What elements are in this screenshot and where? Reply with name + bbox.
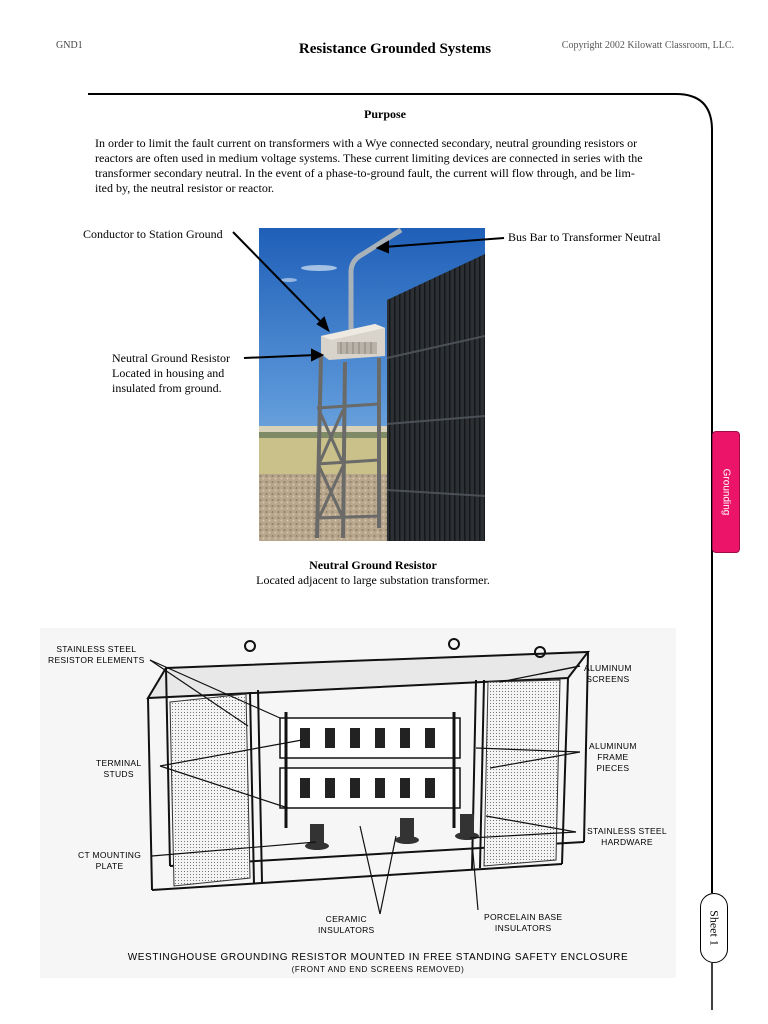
diagram-label-line: SCREENS bbox=[586, 674, 630, 684]
label-bus-bar: Bus Bar to Transformer Neutral bbox=[508, 230, 661, 244]
intro-line: ited by, the neutral resistor or reactor. bbox=[95, 181, 275, 195]
label-conductor-to-ground: Conductor to Station Ground bbox=[83, 227, 223, 241]
diagram-label-line: ALUMINUM bbox=[584, 663, 632, 673]
diagram-label-resistor-elements bbox=[48, 644, 145, 666]
tab-label: Grounding bbox=[720, 468, 732, 516]
diagram-label-line: CT MOUNTING bbox=[78, 850, 142, 860]
sheet-label: Sheet 1 bbox=[707, 910, 722, 946]
diagram-label-ceramic-insulators bbox=[318, 914, 375, 936]
diagram-label-porcelain-insulators bbox=[484, 912, 562, 934]
label-line: Located in housing and bbox=[112, 366, 225, 380]
photo-caption-subtitle: Located adjacent to large substation transformer. bbox=[256, 573, 490, 587]
diagram-subcaption: (FRONT AND END SCREENS REMOVED) bbox=[291, 965, 465, 974]
diagram-label-aluminum-frame bbox=[589, 741, 637, 774]
intro-line: In order to limit the fault current on transformers with a Wye connected secondary, neutral grounding resistors or bbox=[95, 136, 638, 150]
grounding-section-tab bbox=[712, 431, 740, 553]
diagram-label-line: RESISTOR ELEMENTS bbox=[48, 655, 145, 665]
intro-line: reactors are often used in medium voltage systems. These current limiting devices are connected in series with the bbox=[95, 151, 643, 165]
copyright-notice: Copyright 2002 Kilowatt Classroom, LLC. bbox=[561, 40, 734, 51]
label-line: Neutral Ground Resistor bbox=[112, 351, 230, 365]
diagram-label-line: TERMINAL bbox=[96, 758, 142, 768]
diagram-label-aluminum-screens bbox=[584, 663, 632, 685]
page-title: Resistance Grounded Systems bbox=[298, 41, 492, 57]
diagram-label-line: PIECES bbox=[596, 763, 630, 773]
diagram-label-ct-plate bbox=[78, 850, 141, 872]
diagram-label-line: HARDWARE bbox=[601, 837, 653, 847]
diagram-label-line: FRAME bbox=[597, 752, 629, 762]
diagram-label-terminal-studs bbox=[96, 758, 141, 780]
diagram-label-line: STAINLESS STEEL bbox=[587, 826, 667, 836]
section-heading: Purpose bbox=[364, 107, 406, 121]
intro-line: transformer secondary neutral. In the event of a phase-to-ground fault, the current will flow through, and be lim- bbox=[95, 166, 635, 180]
diagram-label-line: ALUMINUM bbox=[589, 741, 637, 751]
diagram-label-line: STAINLESS STEEL bbox=[56, 644, 137, 654]
diagram-label-hardware bbox=[587, 826, 667, 848]
diagram-label-line: INSULATORS bbox=[318, 925, 375, 935]
diagram-caption: WESTINGHOUSE GROUNDING RESISTOR MOUNTED IN FREE STANDING SAFETY ENCLOSURE bbox=[127, 952, 629, 963]
diagram-label-line: PORCELAIN BASE bbox=[484, 912, 563, 922]
label-line: insulated from ground. bbox=[112, 381, 222, 395]
photo-caption-title: Neutral Ground Resistor bbox=[309, 558, 437, 572]
diagram-label-line: INSULATORS bbox=[494, 923, 552, 933]
document-code: GND1 bbox=[56, 40, 83, 51]
label-neutral-ground-resistor bbox=[112, 351, 230, 396]
diagram-label-line: STUDS bbox=[103, 769, 134, 779]
diagram-label-line: PLATE bbox=[95, 861, 124, 871]
diagram-label-line: CERAMIC bbox=[325, 914, 367, 924]
